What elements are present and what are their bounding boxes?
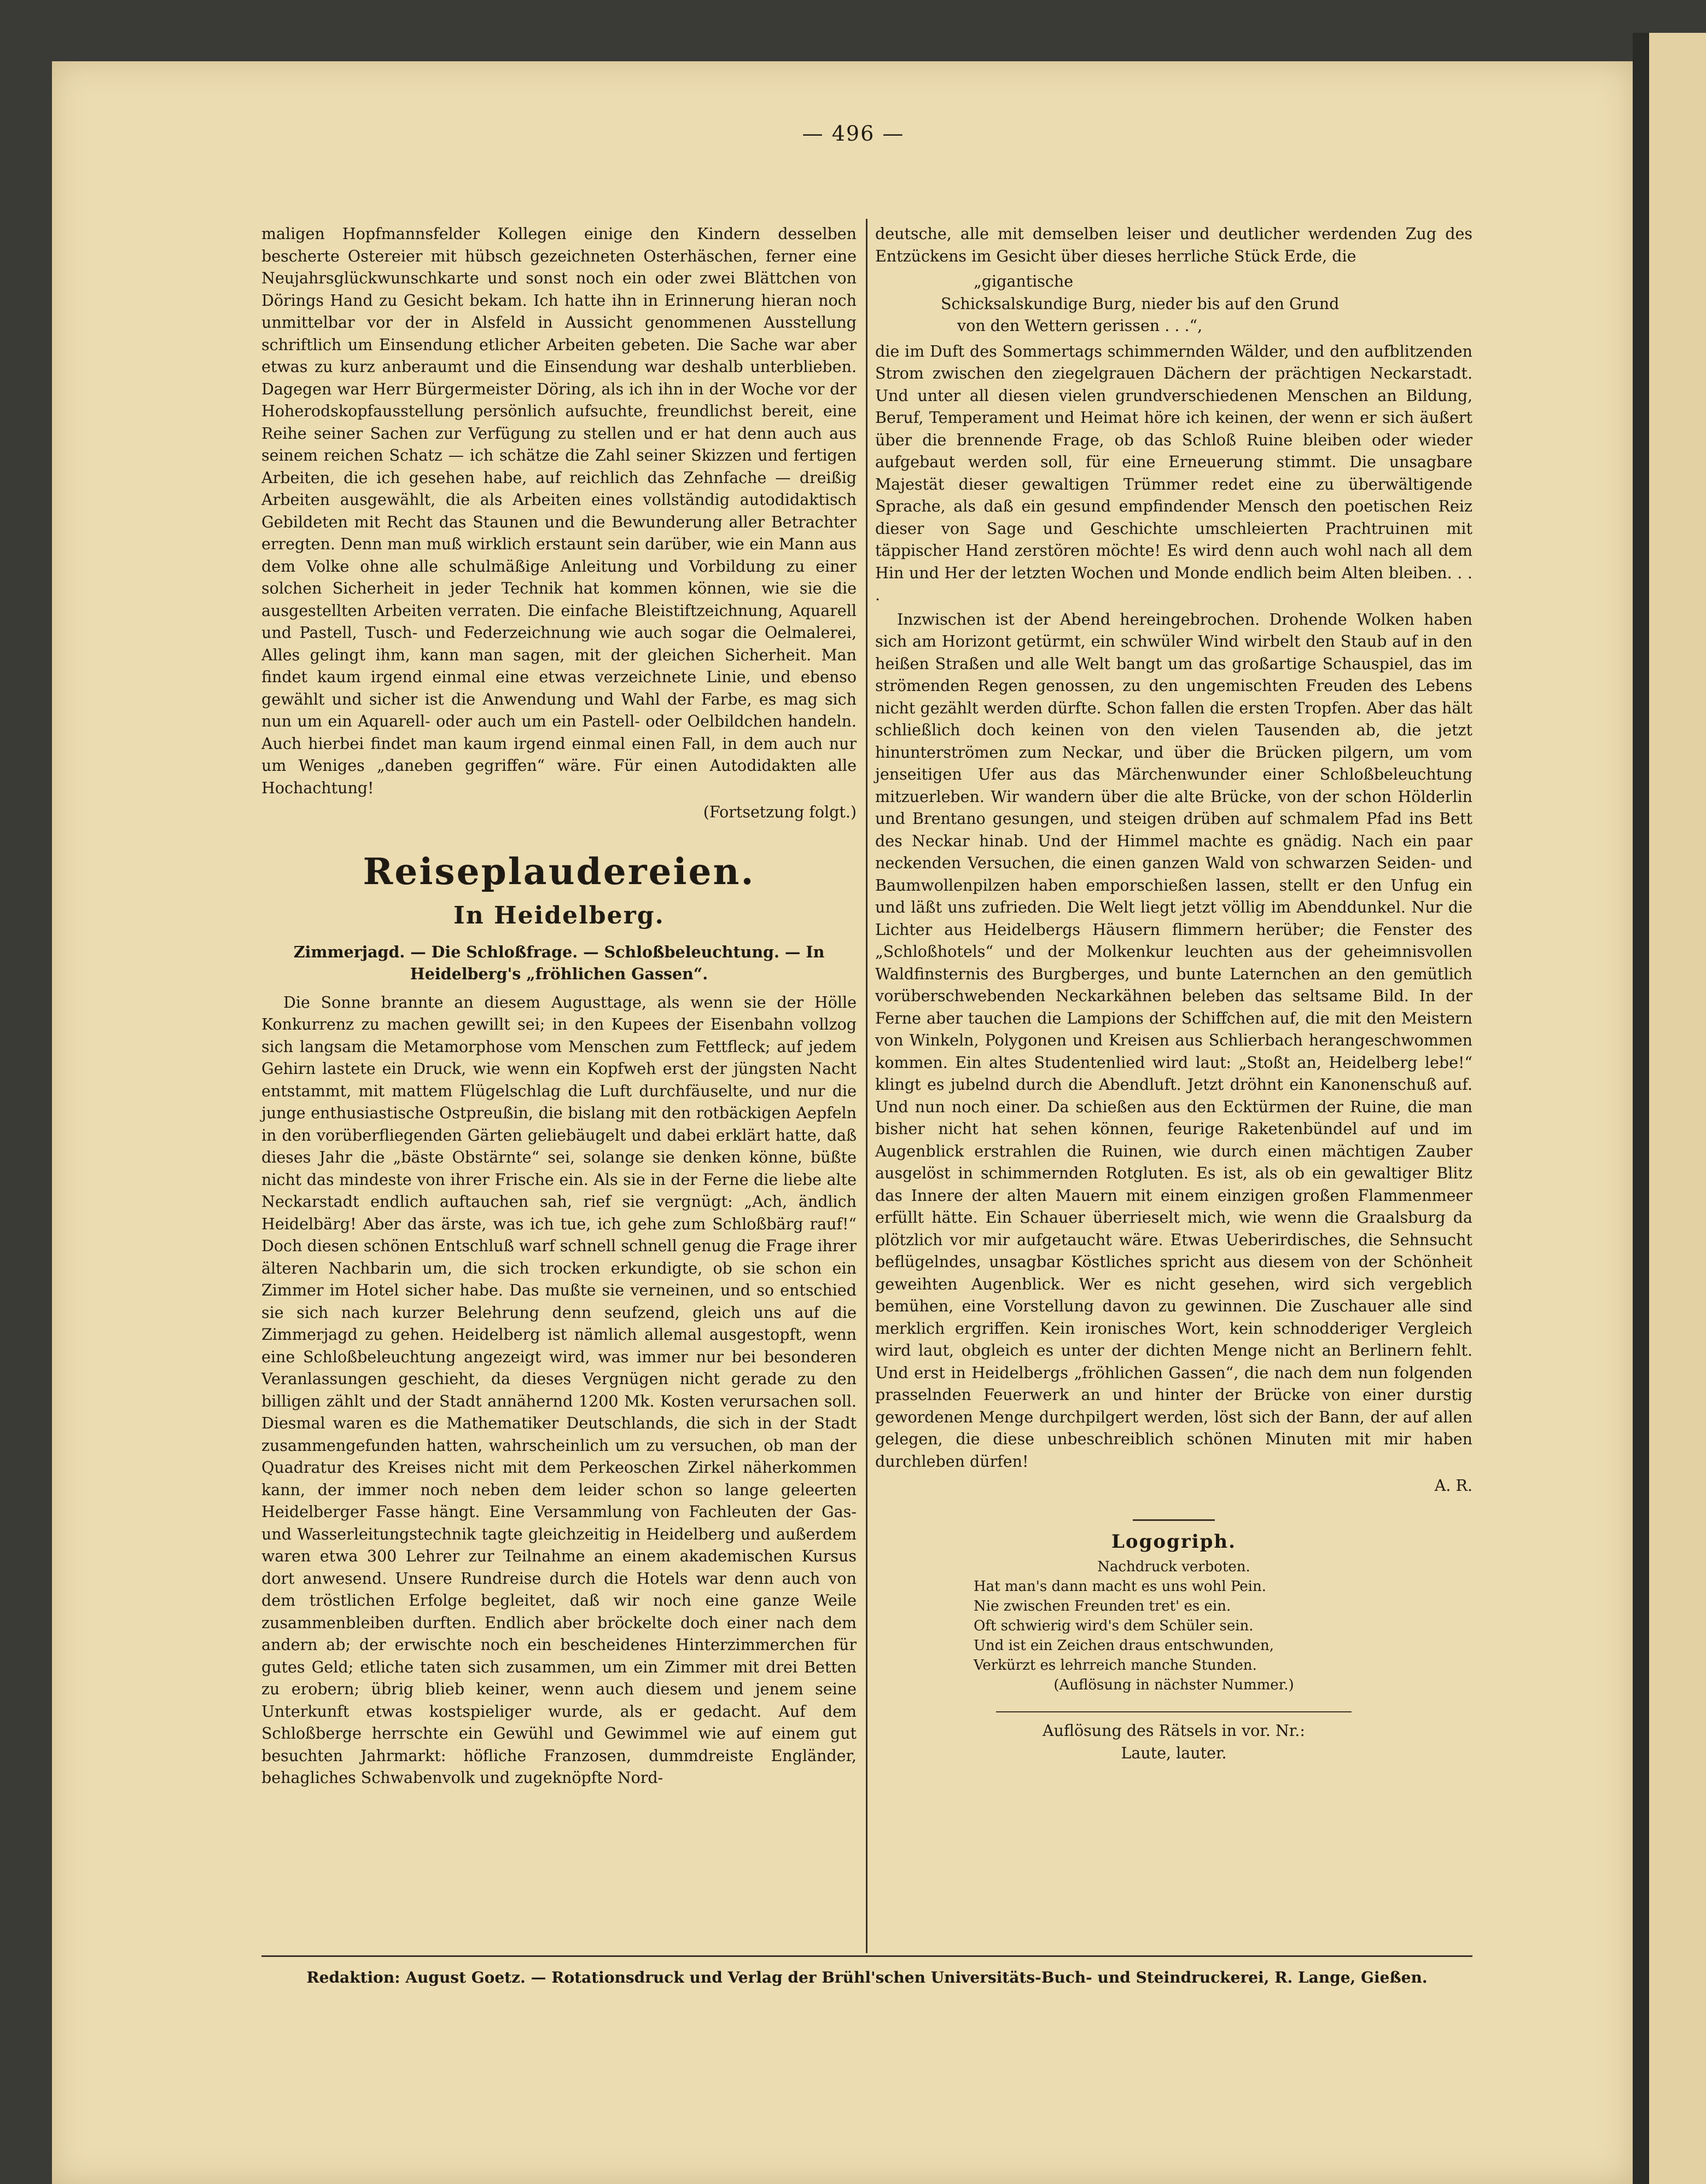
right-column xyxy=(875,223,1472,1764)
adjacent-page-edge xyxy=(1633,33,1706,2184)
section-rule xyxy=(1133,1519,1215,1521)
riddle-line: Und ist ein Zeichen draus entschwunden, xyxy=(974,1637,1274,1654)
riddle-line: Oft schwierig wird's dem Schüler sein. xyxy=(974,1618,1254,1634)
imprint-footer: Redaktion: August Goetz. — Rotationsdruck und Verlag der Brühl'schen Universitäts-Buch- und Steindruckerei, R. Lange, Gießen. xyxy=(306,1968,1428,1986)
solution-next-note: (Auflösung in nächster Nummer.) xyxy=(1053,1677,1294,1693)
article-subhead: In Heidelberg. xyxy=(453,901,665,930)
signature: A. R. xyxy=(1434,1477,1472,1495)
right-paragraph-3: Inzwischen ist der Abend hereingebrochen. Drohende Wolken haben sich am Horizont getürmt, ein schwüler Wind wirbelt den Staub auf in den heißen Straßen und alle Welt bangt um das großartige Schauspiel, das im strömenden Regen genossen, zu den ungemischten Freuden des Lebens nicht gezählt werden dürfte. Schon fallen die ersten Tropfen. Aber das hält schließlich doch keinen von den vielen Tausenden ab, die jetzt hinunterströmen zum Neckar, und über die Brücken pilgern, um vom jenseitigen Ufer aus das Märchenwunder einer Schloßbeleuchtung mitzuerleben. Wir wandern über die alte Brücke, von der schon Hölderlin und Brentano gesungen, und steigen drüben auf schmalem Pfad ins Bett des Neckar hinab. Und der Himmel machte es gnädig. Nach ein paar neckenden Versuchen, die einen ganzen Wald von schwarzen Seiden- und Baumwollenpilzen haben emporschießen lassen, stellt er den Unfug ein und läßt uns zufrieden. Die Welt liegt jetzt völlig im Abenddunkel. Nur die Lichter aus Heidelbergs Häusern flimmern herüber; die Fenster des „Schloßhotels“ und der Molkenkur leuchten aus der geheimnisvollen Waldfinsternis des Burgberges, und bunte Laternchen an den gemütlich vorüberschwebenden Neckarkähnen beleben das seltsame Bild. In der Ferne aber tauchen die Lampions der Schiffchen auf, die mit den Meistern von Winkeln, Polygonen und Kreisen aus Schlierbach herangeschwommen kommen. Ein altes Studentenlied wird laut: „Stoßt an, Heidelberg lebe!“ klingt es jubelnd durch die Abendluft. Jetzt dröhnt ein Kanonenschuß auf. Und nun noch einer. Da schießen aus den Ecktürmen der Ruine, die man bisher nicht hat sehen können, feurige Raketenbündel auf und im Augenblick erstrahlen die Ruinen, wie durch einen mächtigen Zauber ausgelöst in schimmernden Rotgluten. Es ist, als ob ein gewaltiger Blitz das Innere der alten Mauern mit einem einzigen großen Flammenmeer erfüllt hätte. Ein Schauer überrieselt mich, wie wenn die Graalsburg da plötzlich vor mir aufgetaucht wäre. Etwas Ueberirdisches, die Sehnsucht beflügelndes, unsagbar Köstliches spricht aus diesem von der Schönheit geweihten Augenblick. Wer es nicht gesehen, wird sich vergeblich bemühen, eine Vorstellung davon zu gewinnen. Die Zuschauer alle sind merklich ergriffen. Kein ironisches Wort, kein schnodderiger Vergleich wird laut, obgleich es unter der dichten Menge nicht an Berlinern fehlt. Und erst in Heidelbergs „fröhlichen Gassen“, die nach dem nun folgenden prasselnden Feuerwerk an und hinter der Brücke von einer durstig gewordenen Menge durchpilgert werden, löst sich der Bann, der auf allen gelegen, die diese unbeschreiblich schönen Minuten mit mir haben durchleben dürfen! xyxy=(875,610,1472,1471)
section-rule xyxy=(996,1711,1352,1712)
quote-line-3: von den Wettern gerissen . . .“, xyxy=(957,317,1203,335)
article-headline: Reiseplaudereien. xyxy=(363,850,755,893)
logogriph-title: Logogriph. xyxy=(1111,1530,1236,1553)
right-paragraph-2: die im Duft des Sommertags schimmernden Wälder, und den aufblitzenden Strom zwischen den ziegelgrauen Dächern der prächtigen Neckarstadt. Und unter all diesen vielen grundverschiedenen Menschen an Bildung, Beruf, Temperament und Heimat höre ich keinen, der wenn er sich äußert über die brennende Frage, ob das Schloß Ruine bleiben oder wieder aufgebaut werden soll, für eine Erneuerung stimmt. Die unsagbare Majestät dieser gewaltigen Trümmer redet eine zu überwältigende Sprache, als daß ein gesund empfindender Mensch den poetischen Reiz dieser von Sage und Geschichte umschleierten Prachtruinen mit täppischer Hand zerstören möchte! Es wird denn auch wohl nach all dem Hin und Her der letzten Wochen und Monde endlich beim Alten bleiben. . . . xyxy=(875,342,1472,604)
page-number: — 496 — xyxy=(802,121,905,146)
quotation xyxy=(941,271,1472,338)
right-paragraph-1: deutsche, alle mit demselben leiser und deutlicher werdenden Zug des Entzückens im Gesicht über dieses herrliche Stück Erde, die xyxy=(875,225,1472,265)
riddle-line: Hat man's dann macht es uns wohl Pein. xyxy=(974,1578,1266,1595)
column-divider xyxy=(866,219,867,1953)
quote-line-2: Schicksalskundige Burg, nieder bis auf den Grund xyxy=(941,294,1340,313)
continued-note: (Fortsetzung folgt.) xyxy=(703,803,857,821)
solution-label: Auflösung des Rätsels in vor. Nr.: xyxy=(1043,1722,1305,1740)
quote-line-1: „gigantische xyxy=(974,272,1074,291)
footer-rule xyxy=(261,1955,1472,1957)
riddle-line: Verkürzt es lehrreich manche Stunden. xyxy=(974,1657,1257,1674)
solution-text: Laute, lauter. xyxy=(1121,1744,1227,1762)
riddle-line: Nie zwischen Freunden tret' es ein. xyxy=(974,1598,1231,1614)
left-column xyxy=(261,223,857,1792)
left-paragraph-1: maligen Hopfmannsfelder Kollegen einige den Kindern desselben bescherte Ostereier mit hübsch gezeichneten Osterhäschen, ferner eine Neujahrsglückwunschkarte und sonst noch ein oder zwei Blättchen von Dörings Hand zu Gesicht bekam. Ich hatte ihn in Erinnerung hieran noch unmittelbar vor der in Alsfeld in Aussicht genommenen Ausstellung schriftlich um Einsendung etlicher Arbeiten gebeten. Die Sache war aber etwas zu kurz anberaumt und die Einsendung war deshalb unterblieben. Dagegen war Herr Bürgermeister Döring, als ich ihn in der Woche vor der Hoherodskopfausstellung persönlich aufsuchte, freundlichst bereit, eine Reihe seiner Sachen zur Verfügung zu stellen und er hat denn auch aus seinem reichen Schatz — ich schätze die Zahl seiner Skizzen und fertigen Arbeiten, die ich gesehen habe, auf reichlich das Zehnfache — dreißig Arbeiten ausgewählt, die als Arbeiten eines vollständig autodidaktisch Gebildeten mit Recht das Staunen und die Bewunderung aller Betrachter erregten. Denn man muß wirklich erstaunt sein darüber, wie ein Mann aus dem Volke ohne alle schulmäßige Anleitung und Vorbildung zu einer solchen Sicherheit in jeder Technik hat kommen können, wie sie die ausgestellten Arbeiten verraten. Die einfache Bleistiftzeichnung, Aquarell und Pastell, Tusch- und Federzeichnung wie auch sogar die Oelmalerei, Alles gelingt ihm, kann man sagen, mit der gleichen Sicherheit. Man findet kaum irgend einmal eine etwas verzeichnete Linie, und ebenso gewählt und sicher ist die Anwendung und Wahl der Farbe, es mag sich nun um ein Aquarell- oder auch um ein Pastell- oder Oelbildchen handeln. Auch hierbei findet man kaum irgend einmal einen Fall, in dem auch nur um Weniges „daneben gegriffen“ wäre. Für einen Autodidakten alle Hochachtung! xyxy=(261,225,857,797)
reprint-notice: Nachdruck verboten. xyxy=(1097,1559,1250,1575)
left-paragraph-2: Die Sonne brannte an diesem Augusttage, als wenn sie der Hölle Konkurrenz zu machen gewillt sei; in den Kupees der Eisenbahn vollzog sich langsam die Metamorphose vom Menschen zum Fettfleck; auf jedem Gehirn lastete ein Druck, wie wenn ein Kopfweh erst der jüngsten Nacht entstammt, mit mattem Flügelschlag die Luft durchfäuselte, und nur die junge enthusiastische Ostpreußin, die bislang mit den rotbäckigen Aepfeln in den vorüberfliegenden Gärten geliebäugelt und dabei erklärt hatte, daß dieses Jahr die „bäste Obstärnte“ sei, solange sie denken könne, büßte nicht das mindeste von ihrer Frische ein. Als sie in der Ferne die liebe alte Neckarstadt endlich auftauchen sah, rief sie vergnügt: „Ach, ändlich Heidelbärg! Aber das ärste, was ich tue, ich gehe zum Schloßbärg rauf!“ Doch diesen schönen Entschluß warf schnell schnell genug die Frage ihrer älteren Nachbarin um, die sich trocken erkundigte, ob sie schon ein Zimmer im Hotel sicher habe. Das mußte sie verneinen, und so entschied sie sich nach kurzer Belehrung denn seufzend, gleich uns auf die Zimmerjagd zu gehen. Heidelberg ist nämlich allemal ausgestopft, wenn eine Schloßbeleuchtung angezeigt wird, was immer nur bei besonderen Veranlassungen geschieht, da dieses Vergnügen nicht gerade zu den billigen zählt und der Stadt annähernd 1200 Mk. Kosten verursachen soll. Diesmal waren es die Mathematiker Deutschlands, die sich in der Stadt zusammengefunden hatten, wahrscheinlich um zu versuchen, ob man der Quadratur des Kreises nicht mit dem Perkeoschen Zirkel näherkommen kann, der immer noch neben dem leider schon so lange geleerten Heidelberger Fasse hängt. Eine Versammlung von Fachleuten der Gas- und Wasserleitungstechnik tagte gleichzeitig in Heidelberg und außerdem waren etwa 300 Lehrer zur Teilnahme an einem akademischen Kursus dort anwesend. Unsere Rundreise durch die Hotels war denn auch von dem tröstlichen Erfolge begleitet, daß wir noch eine ganze Weile zusammenbleiben durften. Endlich aber bröckelte doch einer nach dem andern ab; der erwischte noch ein bescheidenes Hinterzimmerchen für gutes Geld; etliche taten sich zusammen, um ein Zimmer mit drei Betten zu erobern; übrig blieb keiner, wenn auch diesem und jenem seine Unterkunft etwas kostspieliger wurde, als er gedacht. Auf dem Schloßberge herrschte ein Gewühl und Gewimmel wie auf einem gut besuchten Jahrmarkt: höfliche Franzosen, dummdreiste Engländer, behagliches Schwabenvolk und zugeknöpfte Nord- xyxy=(261,993,857,1787)
logogriph-body xyxy=(875,1557,1472,1695)
article-topics: Zimmerjagd. — Die Schloßfrage. — Schloßbeleuchtung. — In Heidelberg's „fröhlichen Gassen“. xyxy=(293,942,825,983)
